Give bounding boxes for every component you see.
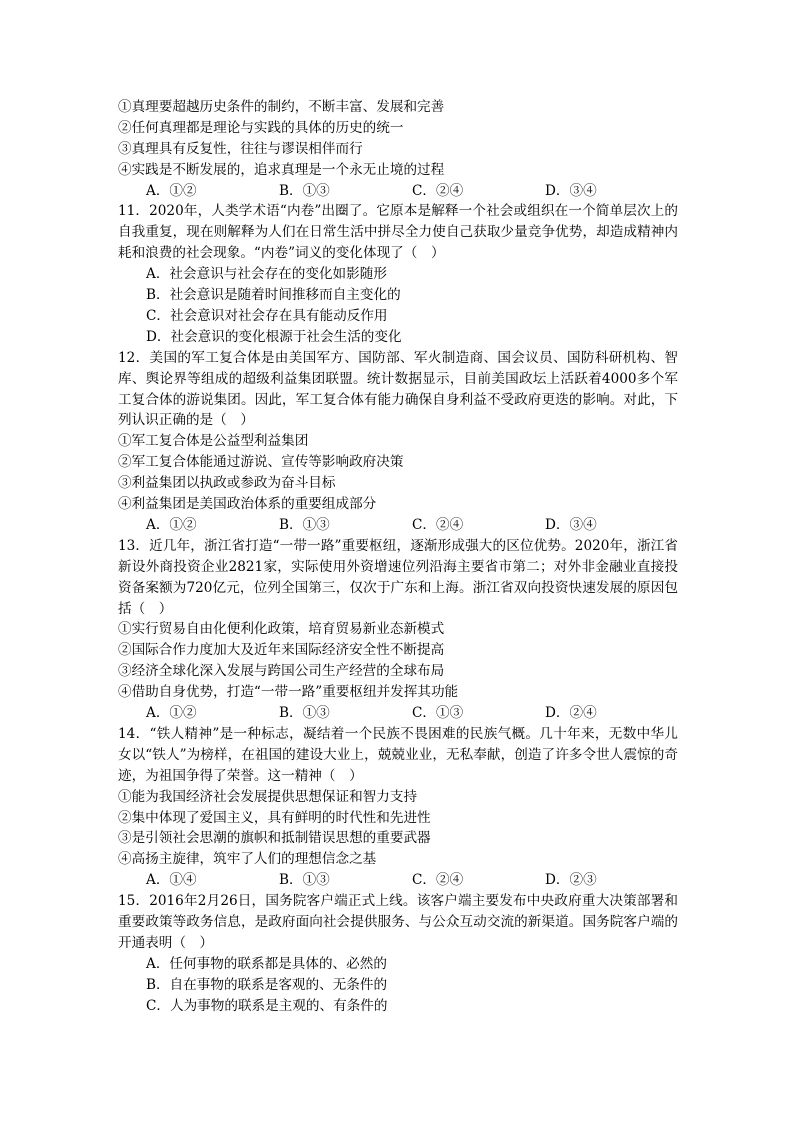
choice-b: B．自在事物的联系是客观的、无条件的 bbox=[146, 976, 388, 993]
option-d: D．③④ bbox=[545, 182, 597, 199]
question-13 bbox=[118, 536, 678, 724]
exam-page bbox=[118, 97, 678, 1016]
option-c: C．②④ bbox=[412, 516, 464, 533]
statement-item: ③真理具有反复性，往往与谬误相伴而行 bbox=[118, 140, 363, 157]
statement-item: ④借助自身优势，打造“一带一路”重要枢纽并发挥其功能 bbox=[118, 684, 459, 701]
option-a: A．①④ bbox=[146, 872, 197, 889]
option-c: C．②④ bbox=[412, 182, 464, 199]
statement-item: ②任何真理都是理论与实践的具体的历史的统一 bbox=[118, 119, 404, 136]
choice-d: D．社会意识的变化根源于社会生活的变化 bbox=[146, 328, 402, 345]
choice-c: C．人为事物的联系是主观的、有条件的 bbox=[146, 997, 388, 1014]
statement-item: ①军工复合体是公益型利益集团 bbox=[118, 433, 309, 450]
question-11 bbox=[118, 201, 678, 347]
option-b: B．①③ bbox=[279, 182, 330, 199]
option-c: C．②④ bbox=[412, 872, 464, 889]
question-stem: 14．“铁人精神”是一种标志，凝结着一个民族不畏困难的民族气概。几十年来，无数中华儿女以“铁人”为榜样，在祖国的建设大业上，兢兢业业，无私奉献，创造了许多令世人震惊的奇迹，为祖国争得了荣誉。这一精神（ ） bbox=[118, 725, 678, 784]
statement-item: ③利益集团以执政或参政为奋斗目标 bbox=[118, 475, 336, 492]
option-a: A．①② bbox=[146, 516, 197, 533]
option-b: B．①③ bbox=[279, 705, 330, 721]
choice-a: A．社会意识与社会存在的变化如影随形 bbox=[146, 266, 387, 283]
statement-item: ④高扬主旋律，筑牢了人们的理想信念之基 bbox=[118, 851, 377, 868]
statement-item: ②军工复合体能通过游说、宣传等影响政府决策 bbox=[118, 454, 404, 471]
statement-item: ④实践是不断发展的，追求真理是一个永无止境的过程 bbox=[118, 161, 445, 178]
answer-options bbox=[118, 870, 678, 891]
choice-a: A．任何事物的联系都是具体的、必然的 bbox=[146, 955, 387, 972]
option-a: A．①② bbox=[146, 705, 197, 721]
statement-item: ①能为我国经济社会发展提供思想保证和智力支持 bbox=[118, 788, 418, 805]
question-14 bbox=[118, 724, 678, 891]
answer-options bbox=[118, 703, 678, 724]
choice-b: B．社会意识是随着时间推移而自主变化的 bbox=[146, 287, 401, 304]
option-b: B．①③ bbox=[279, 516, 330, 533]
statement-item: ②国际合作力度加大及近年来国际经济安全性不断提高 bbox=[118, 642, 445, 659]
option-d: D．②③ bbox=[545, 872, 597, 889]
question-10-continuation bbox=[118, 97, 678, 201]
statement-item: ③经济全球化深入发展与跨国公司生产经营的全球布局 bbox=[118, 663, 445, 680]
option-b: B．①③ bbox=[279, 872, 330, 889]
question-stem: 12．美国的军工复合体是由美国军方、国防部、军火制造商、国会议员、国防科研机构、智库、舆论界等组成的超级利益集团联盟。统计数据显示，目前美国政坛上活跃着4000多个军工复合体的游说集团。因此，军工复合体有能力确保自身利益不受政府更迭的影响。对此，下列认识正确的是（ ） bbox=[118, 349, 678, 429]
statement-item: ②集中体现了爱国主义，具有鲜明的时代性和先进性 bbox=[118, 809, 431, 826]
statement-item: ①真理要超越历史条件的制约，不断丰富、发展和完善 bbox=[118, 99, 445, 115]
question-stem: 11．2020年，人类学术语“内卷”出圈了。它原本是解释一个社会或组织在一个简单层次上的自我重复，现在则解释为人们在日常生活中拼尽全力使自己获取少量竞争优势，却造成精神内耗和浪费的社会现象。“内卷”词义的变化体现了（ ） bbox=[118, 203, 678, 262]
question-15 bbox=[118, 891, 678, 1016]
question-stem: 13．近几年，浙江省打造“一带一路”重要枢纽，逐渐形成强大的区位优势。2020年，浙江省新设外商投资企业2821家，实际使用外资增速位列沿海主要省市第二；对外非金融业直接投资备案额为720亿元，位列全国第三，仅次于广东和上海。浙江省双向投资快速发展的原因包括（ ） bbox=[118, 537, 678, 617]
statement-item: ①实行贸易自由化便利化政策，培育贸易新业态新模式 bbox=[118, 621, 445, 638]
question-12 bbox=[118, 348, 678, 536]
option-c: C．①③ bbox=[412, 705, 464, 721]
question-stem: 15．2016年2月26日，国务院客户端正式上线。该客户端主要发布中央政府重大决策部署和重要政策等政务信息，是政府面向社会提供服务、与公众互动交流的新渠道。国务院客户端的开通表明（ ） bbox=[118, 893, 678, 951]
option-d: D．②④ bbox=[545, 705, 597, 721]
statement-item: ④利益集团是美国政治体系的重要组成部分 bbox=[118, 496, 377, 513]
option-d: D．③④ bbox=[545, 516, 597, 533]
answer-options bbox=[118, 181, 678, 202]
choice-c: C．社会意识对社会存在具有能动反作用 bbox=[146, 307, 388, 324]
statement-item: ③是引领社会思潮的旗帜和抵制错误思想的重要武器 bbox=[118, 830, 431, 847]
answer-options bbox=[118, 515, 678, 536]
option-a: A．①② bbox=[146, 182, 197, 199]
